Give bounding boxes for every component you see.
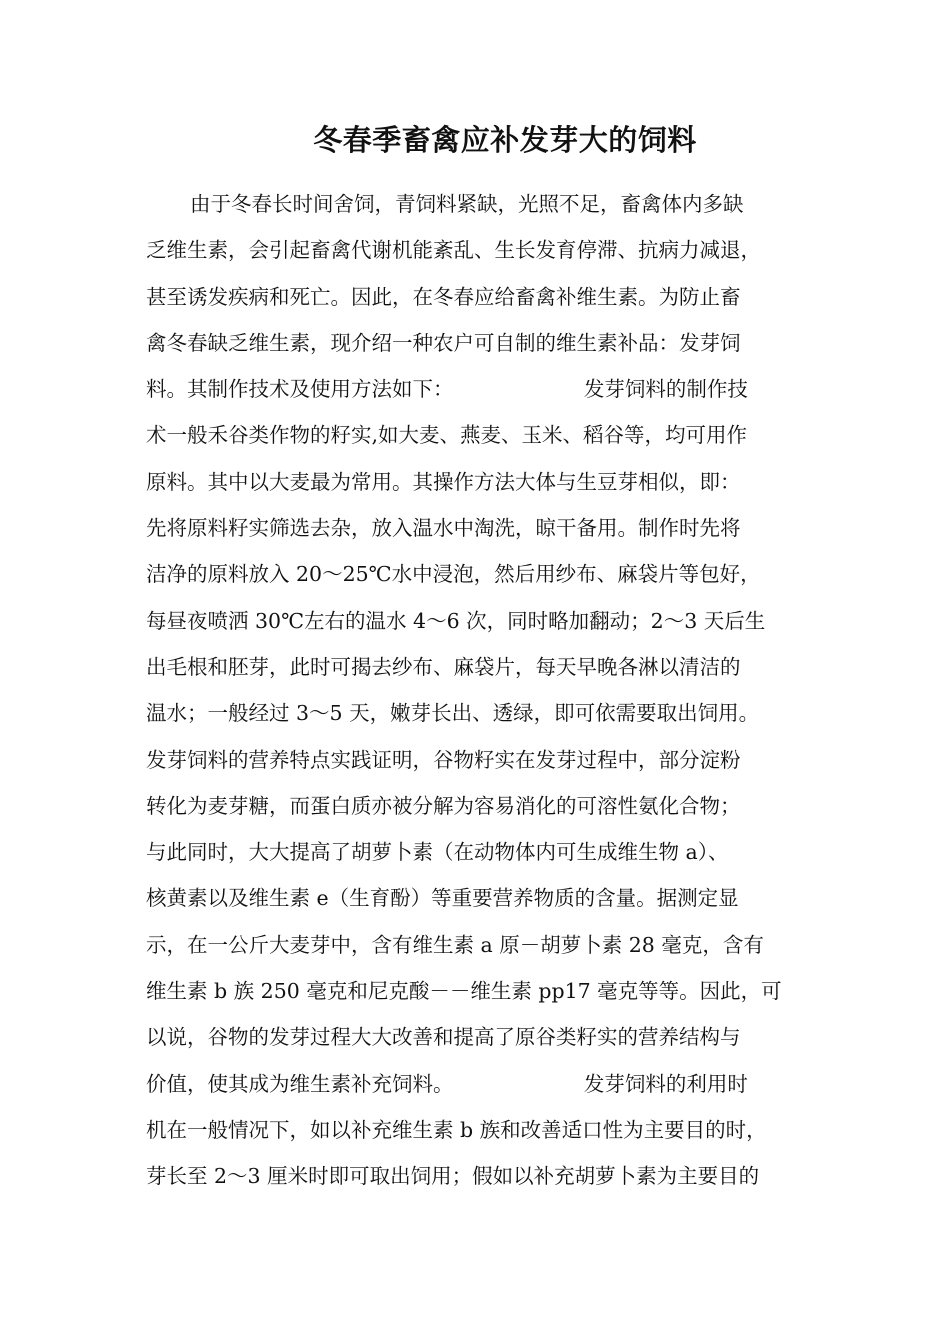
paragraph-line: 温水；一般经过 3～5 天，嫩芽长出、透绿，即可依需要取出饲用。 <box>146 701 760 726</box>
paragraph-line: 先将原料籽实筛选去杂，放入温水中淘洗，晾干备用。制作时先将 <box>146 516 741 541</box>
paragraph-line: 由于冬春长时间舍饲，青饲料紧缺，光照不足，畜禽体内多缺 <box>190 192 744 216</box>
paragraph-line: 术一般禾谷类作物的籽实,如大麦、燕麦、玉米、稻谷等，均可用作 <box>146 423 748 448</box>
paragraph-line: 乏维生素，会引起畜禽代谢机能紊乱、生长发育停滞、抗病力减退， <box>146 238 761 263</box>
paragraph-line: 机在一般情况下，如以补充维生素 b 族和改善适口性为主要目的时， <box>146 1117 767 1142</box>
paragraph-line: 芽长至 2～3 厘米时即可取出饲用；假如以补充胡萝卜素为主要目的 <box>146 1164 760 1189</box>
paragraph-line: 原料。其中以大麦最为常用。其操作方法大体与生豆芽相似，即： <box>146 469 741 494</box>
paragraph-line: 价值，使其成为维生素补充饲料。 发芽饲料的利用时 <box>146 1071 748 1096</box>
paragraph-line: 禽冬春缺乏维生素，现介绍一种农户可自制的维生素补品：发芽饲 <box>146 330 741 355</box>
paragraph-line: 与此同时，大大提高了胡萝卜素（在动物体内可生成维生物 a）、 <box>146 840 729 865</box>
paragraph-line: 出毛根和胚芽，此时可揭去纱布、麻袋片，每天早晚各淋以清洁的 <box>146 654 741 679</box>
paragraph-line: 发芽饲料的营养特点实践证明，谷物籽实在发芽过程中，部分淀粉 <box>146 747 741 772</box>
paragraph-line: 每昼夜喷洒 30℃左右的温水 4～6 次，同时略加翻动；2～3 天后生 <box>146 608 766 633</box>
paragraph-line: 甚至诱发疾病和死亡。因此，在冬春应给畜禽补维生素。为防止畜 <box>146 284 741 309</box>
document-title: 冬春季畜禽应补发芽大的饲料 <box>313 123 697 157</box>
paragraph-line: 示，在一公斤大麦芽中，含有维生素 a 原－胡萝卜素 28 毫克，含有 <box>146 932 764 957</box>
paragraph-line: 维生素 b 族 250 毫克和尼克酸－－维生素 pp17 毫克等等。因此，可 <box>146 979 782 1004</box>
paragraph-line: 料。其制作技术及使用方法如下： 发芽饲料的制作技 <box>146 377 748 402</box>
paragraph-line: 以说，谷物的发芽过程大大改善和提高了原谷类籽实的营养结构与 <box>146 1025 741 1050</box>
document-body <box>146 186 826 1205</box>
paragraph-line: 转化为麦芽糖，而蛋白质亦被分解为容易消化的可溶性氨化合物； <box>146 793 741 818</box>
paragraph-line: 洁净的原料放入 20～25℃水中浸泡，然后用纱布、麻袋片等包好， <box>146 562 761 587</box>
paragraph-line: 核黄素以及维生素 e（生育酚）等重要营养物质的含量。据测定显 <box>146 886 739 911</box>
